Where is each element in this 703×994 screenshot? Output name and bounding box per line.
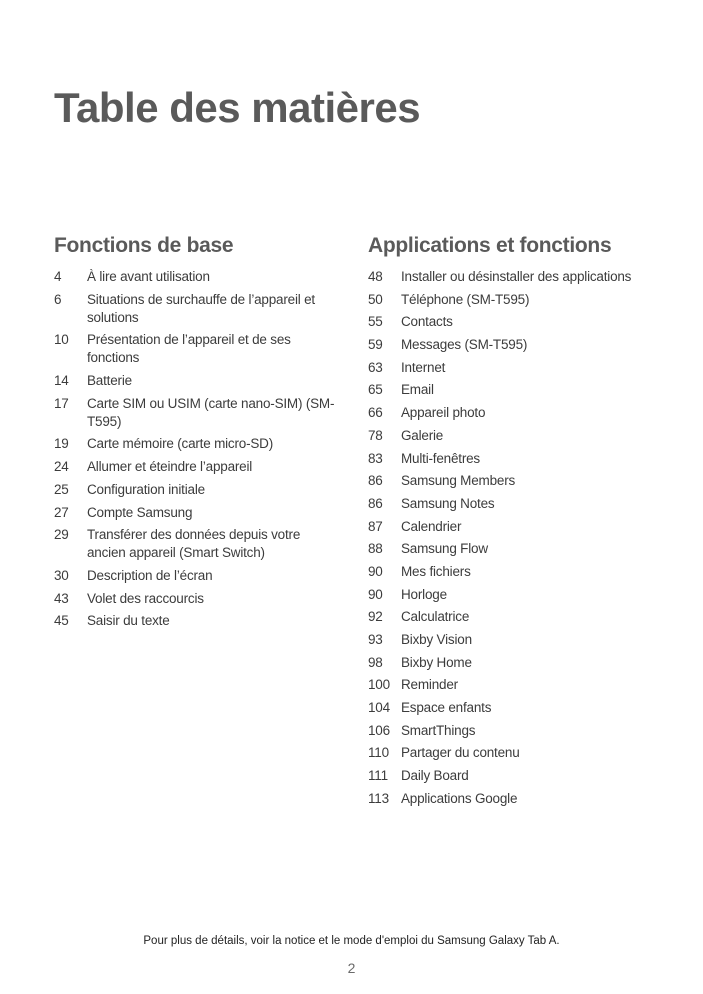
toc-entry[interactable] — [368, 472, 668, 490]
toc-entry-title: Batterie — [87, 373, 132, 389]
toc-entry-title: À lire avant utilisation — [87, 269, 210, 284]
toc-entry-page: 83 — [368, 450, 383, 466]
section-heading: Applications et fonctions — [368, 234, 612, 257]
page-number: 2 — [347, 960, 356, 976]
toc-entry-page: 45 — [54, 613, 69, 629]
toc-entry[interactable] — [54, 504, 339, 522]
toc-entry-page: 111 — [368, 768, 388, 784]
toc-entry-page: 90 — [368, 586, 383, 602]
toc-entry-page: 92 — [368, 609, 383, 625]
toc-entry-title: Samsung Members — [401, 473, 516, 489]
toc-entry[interactable] — [368, 381, 668, 399]
toc-entry[interactable] — [368, 722, 668, 740]
toc-entry-page: 87 — [368, 518, 383, 534]
toc-entry[interactable] — [368, 450, 668, 468]
footer-note: Pour plus de détails, voir la notice et le mode d'emploi du Samsung Galaxy Tab A. — [143, 935, 560, 947]
toc-entry-page: 48 — [368, 269, 383, 284]
toc-entry-page: 86 — [368, 473, 383, 489]
toc-entry[interactable] — [54, 458, 339, 476]
toc-entry-title: Description de l’écran — [87, 567, 213, 583]
toc-entry-title: Internet — [401, 359, 446, 375]
toc-entry-title: Situations de surchauffe de l’appareil et solutions — [87, 291, 315, 325]
toc-entry-page: 93 — [368, 632, 383, 647]
toc-entry-title: Allumer et éteindre l’appareil — [87, 459, 253, 475]
toc-entry-title: Partager du contenu — [401, 745, 520, 761]
toc-entry-page: 27 — [54, 504, 69, 520]
toc-entry-page: 66 — [368, 405, 383, 421]
toc-entry-title: Samsung Notes — [401, 495, 495, 511]
toc-entry-title: Mes fichiers — [401, 563, 471, 579]
toc-entry[interactable] — [54, 372, 339, 390]
toc-entry-page: 25 — [54, 481, 69, 497]
toc-entry-title: Daily Board — [401, 768, 469, 784]
toc-entry[interactable] — [368, 540, 668, 558]
toc-entry[interactable] — [54, 268, 339, 286]
toc-entry-page: 63 — [368, 359, 383, 375]
toc-entry-page: 24 — [54, 459, 69, 475]
toc-list — [54, 268, 339, 630]
page-title: Table des matières — [54, 84, 421, 131]
toc-entry-title: Messages (SM-T595) — [401, 337, 528, 353]
toc-entry-page: 90 — [368, 563, 383, 579]
toc-list — [368, 268, 668, 808]
toc-entry[interactable] — [54, 435, 339, 453]
toc-entry-title: Bixby Vision — [401, 632, 472, 647]
toc-entry-title: Présentation de l’appareil et de ses fonctions — [87, 332, 291, 366]
toc-entry-title: Multi-fenêtres — [401, 450, 480, 466]
toc-section-basic-functions — [54, 232, 339, 635]
toc-entry[interactable] — [368, 268, 668, 286]
toc-entry-title: Transférer des données depuis votre ancien appareil (Smart Switch) — [87, 527, 301, 561]
toc-entry-page: 55 — [368, 314, 383, 330]
toc-entry[interactable] — [54, 331, 339, 367]
toc-entry[interactable] — [54, 395, 339, 431]
toc-entry[interactable] — [368, 359, 668, 377]
toc-entry[interactable] — [368, 608, 668, 626]
toc-entry-title: Installer ou désinstaller des applications — [401, 269, 632, 284]
toc-entry-title: SmartThings — [401, 722, 476, 738]
toc-entry-title: Configuration initiale — [87, 481, 205, 497]
toc-entry[interactable] — [368, 518, 668, 536]
toc-entry-title: Email — [401, 382, 434, 398]
toc-entry-page: 106 — [368, 722, 390, 738]
toc-entry-page: 104 — [368, 700, 390, 716]
toc-entry[interactable] — [368, 744, 668, 762]
toc-entry[interactable] — [54, 590, 339, 608]
toc-entry[interactable] — [368, 495, 668, 513]
toc-entry[interactable] — [368, 676, 668, 694]
toc-entry-title: Horloge — [401, 586, 447, 602]
toc-entry-title: Reminder — [401, 677, 458, 693]
toc-entry-page: 4 — [54, 269, 62, 284]
toc-entry-page: 110 — [368, 745, 389, 761]
toc-entry-title: Appareil photo — [401, 405, 486, 421]
toc-entry-page: 88 — [368, 541, 383, 557]
toc-entry-title: Espace enfants — [401, 700, 492, 716]
toc-entry[interactable] — [368, 336, 668, 354]
toc-entry[interactable] — [368, 404, 668, 422]
toc-entry[interactable] — [368, 654, 668, 672]
toc-entry-page: 100 — [368, 677, 390, 693]
toc-entry-title: Bixby Home — [401, 654, 472, 670]
toc-entry[interactable] — [368, 790, 668, 808]
toc-entry-page: 43 — [54, 590, 69, 606]
toc-entry[interactable] — [54, 291, 339, 327]
toc-entry-page: 50 — [368, 291, 383, 307]
toc-entry[interactable] — [368, 291, 668, 309]
toc-entry[interactable] — [368, 563, 668, 581]
toc-entry-title: Calendrier — [401, 518, 462, 534]
toc-entry[interactable] — [54, 481, 339, 499]
toc-entry-title: Saisir du texte — [87, 613, 170, 629]
toc-entry-page: 98 — [368, 654, 383, 670]
toc-entry-title: Volet des raccourcis — [87, 590, 204, 606]
toc-entry[interactable] — [368, 631, 668, 649]
toc-entry-title: Contacts — [401, 314, 453, 330]
toc-entry[interactable] — [368, 586, 668, 604]
toc-entry-page: 29 — [54, 527, 69, 543]
toc-entry-title: Carte mémoire (carte micro-SD) — [87, 436, 274, 452]
toc-entry-page: 86 — [368, 495, 383, 511]
toc-entry[interactable] — [54, 612, 339, 630]
toc-entry-title: Carte SIM ou USIM (carte nano-SIM) (SM-T595) — [87, 395, 335, 429]
toc-entry[interactable] — [54, 567, 339, 585]
toc-entry[interactable] — [54, 526, 339, 562]
toc-entry[interactable] — [368, 699, 668, 717]
toc-entry-page: 17 — [54, 395, 69, 411]
toc-entry-page: 65 — [368, 382, 383, 398]
toc-entry-title: Téléphone (SM-T595) — [401, 291, 530, 307]
toc-entry[interactable] — [368, 767, 668, 785]
toc-entry[interactable] — [368, 313, 668, 331]
toc-entry-page: 19 — [54, 436, 69, 452]
toc-entry-page: 10 — [54, 332, 69, 348]
toc-entry-page: 30 — [54, 567, 69, 583]
toc-entry-title: Compte Samsung — [87, 504, 193, 520]
toc-entry-page: 59 — [368, 337, 383, 353]
toc-section-applications — [368, 232, 668, 813]
toc-entry-page: 6 — [54, 291, 62, 307]
toc-entry-title: Samsung Flow — [401, 541, 488, 557]
toc-entry-page: 113 — [368, 790, 389, 806]
toc-entry-title: Applications Google — [401, 790, 518, 806]
toc-entry-page: 78 — [368, 427, 383, 443]
toc-entry-title: Galerie — [401, 427, 444, 443]
toc-entry[interactable] — [368, 427, 668, 445]
toc-entry-page: 14 — [54, 373, 69, 389]
toc-entry-title: Calculatrice — [401, 609, 470, 625]
section-heading: Fonctions de base — [54, 234, 234, 257]
